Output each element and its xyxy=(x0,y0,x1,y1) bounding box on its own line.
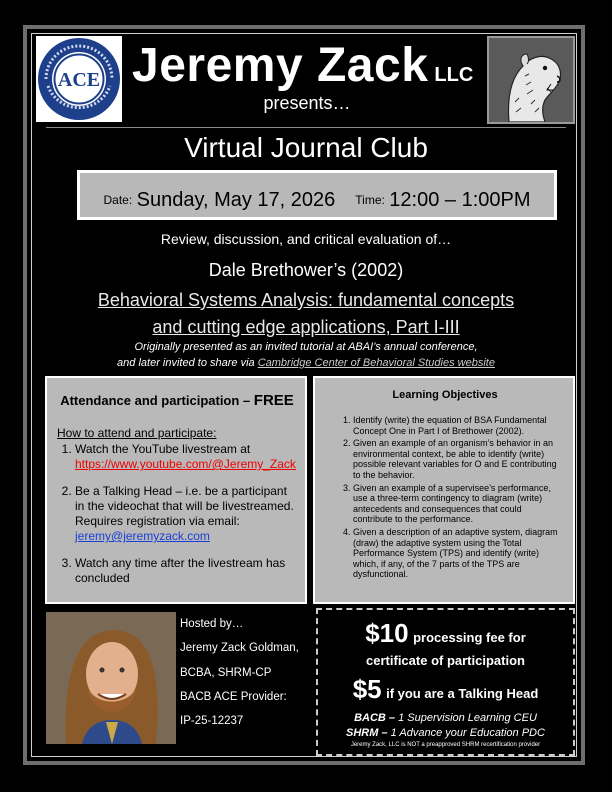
free-label: FREE xyxy=(253,392,294,409)
attendance-title xyxy=(57,392,297,409)
step-talking-head xyxy=(75,484,297,544)
host-info xyxy=(180,612,310,733)
objectives-panel xyxy=(313,376,575,604)
time-label: Time: xyxy=(355,193,385,207)
host-photo xyxy=(46,612,176,744)
host-line: BCBA, SHRM-CP xyxy=(180,666,272,679)
objective-item: 2. Given an example of an organism’s behavior in an environmental context, be able to identify (write) possible relevant variables for O and E contributing to the behavior. xyxy=(353,438,563,480)
paper-author: Dale Brethower’s (2002) xyxy=(208,260,404,280)
paper-title-line1: Behavioral Systems Analysis: fundamental concepts xyxy=(97,290,515,310)
brand-name: Jeremy Zack xyxy=(132,39,429,92)
cert-fee-text: processing fee for xyxy=(413,630,526,645)
objective-item: 3. Given an example of a supervisee’s performance, use a three-term contingency to diagram (write) antecedents and consequences that could contribute to the performance. xyxy=(353,483,563,525)
cert-fee-amount: $10 xyxy=(365,618,409,648)
origin-note xyxy=(36,339,576,371)
host-line: Jeremy Zack Goldman, xyxy=(180,642,299,655)
origin-line1: Originally presented as an invited tutorial at ABAI’s annual conference, xyxy=(134,341,478,353)
bacb-credit: 1 Supervision Learning CEU xyxy=(398,712,537,724)
review-intro: Review, discussion, and critical evaluation of… xyxy=(160,231,452,247)
objective-item: 4. Given a description of an adaptive system, diagram (draw) the adaptive system using the Total Performance System (TPS) and identify (write) which, if any, of the 7 parts of the TPS are dysfunctional. xyxy=(353,527,563,580)
host-line: Hosted by… xyxy=(180,618,244,630)
date-value: Sunday, May 17, 2026 xyxy=(136,188,336,211)
time-value: 12:00 – 1:00PM xyxy=(389,188,531,211)
bacb-label: BACB – xyxy=(354,712,396,724)
youtube-link[interactable]: https://www.youtube.com/@Jeremy_Zack xyxy=(75,457,296,471)
fee-box xyxy=(316,608,575,756)
host-line: IP-25-12237 xyxy=(180,715,244,728)
origin-line2-prefix: and later invited to share via xyxy=(117,357,255,369)
groundhog-illustration xyxy=(487,36,575,124)
email-link[interactable]: jeremy@jeremyzack.com xyxy=(75,529,210,543)
paper-title xyxy=(56,287,556,341)
attendance-panel xyxy=(45,376,307,604)
objectives-title: Learning Objectives xyxy=(392,389,498,401)
attendance-steps xyxy=(57,442,297,586)
step2-bold: Be a Talking Head – xyxy=(75,484,183,498)
cambridge-center-link[interactable]: Cambridge Center of Behavioral Studies website xyxy=(257,357,495,369)
host-portrait-icon xyxy=(46,612,176,744)
event-title: Virtual Journal Club xyxy=(184,132,428,163)
groundhog-icon xyxy=(489,38,573,122)
date-time-box xyxy=(77,170,557,220)
shrm-credit: 1 Advance your Education PDC xyxy=(390,727,545,739)
shrm-disclaimer: Jeremy Zack, LLC is NOT a preapproved SHRM recertification provider xyxy=(350,742,541,748)
ace-logo xyxy=(36,36,122,122)
date-label: Date: xyxy=(103,193,133,207)
step2-text: i.e. be a participant in the videochat that will be livestreamed. Requires registration via email: xyxy=(75,484,294,528)
step-replay: 3. Watch any time after the livestream has concluded xyxy=(75,556,297,586)
brand-heading xyxy=(132,38,482,93)
header-divider xyxy=(46,127,566,128)
talking-head-fee-text: if you are a Talking Head xyxy=(386,686,539,701)
talking-head-fee-amount: $5 xyxy=(352,674,382,704)
cert-fee-text2: certificate of participation xyxy=(366,653,525,668)
ace-seal-icon xyxy=(36,36,122,122)
credit-info xyxy=(318,711,573,741)
shrm-label: SHRM – xyxy=(346,727,388,739)
objectives-list xyxy=(327,415,563,580)
host-line: BACB ACE Provider: xyxy=(180,690,287,703)
paper-title-line2: and cutting edge applications, Part I-III xyxy=(152,317,460,337)
step-watch xyxy=(75,442,297,472)
objective-item: 1. Identify (write) the equation of BSA Fundamental Concept One in Part I of Brethower (2002). xyxy=(353,415,563,436)
ace-logo-text: ACE xyxy=(57,69,101,91)
step1-text: Watch the YouTube livestream at xyxy=(75,442,251,456)
attendance-title-text: Attendance and participation – xyxy=(60,393,251,408)
howto-heading: How to attend and participate: xyxy=(57,426,217,440)
presents-text: presents… xyxy=(263,93,351,113)
brand-suffix: LLC xyxy=(434,64,474,86)
